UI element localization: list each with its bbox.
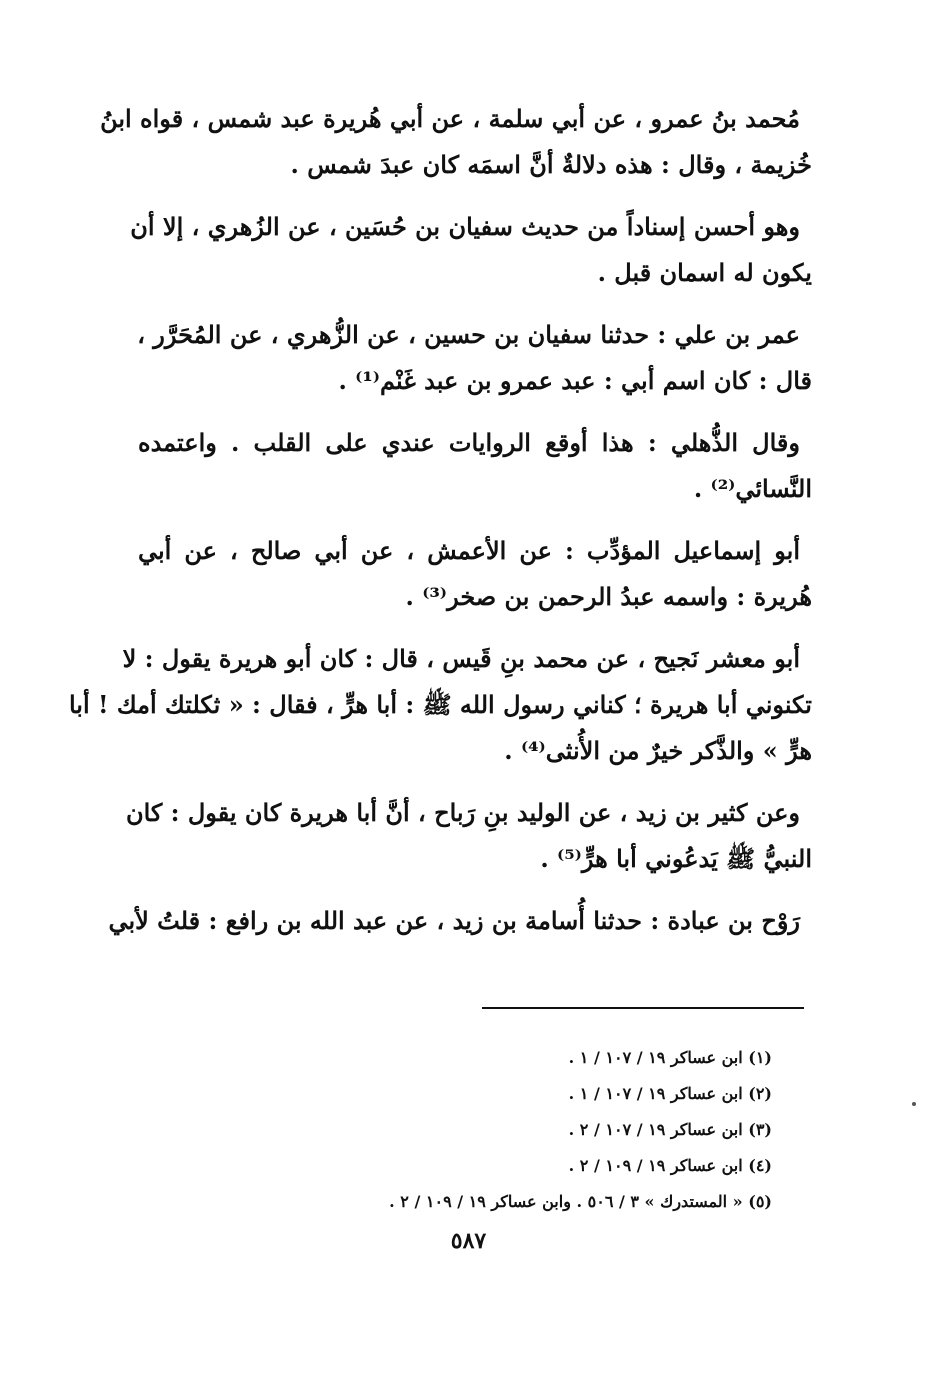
text-line: مُحمد بنُ عمرو ، عن أبي سلمة ، عن أبي هُريرة عبد شمس ، قواه ابنُ [100,104,800,133]
footnote: (٥) « المستدرك » ٣ / ٥٠٦ . وابن عساكر ١٩ / ١٠٩ / ٢ . [389,1192,772,1211]
text-line: قال : كان اسم أبي : عبد عمرو بن عبد غَنْم⁽¹⁾ . [338,366,812,395]
text-line: أبو إسماعيل المؤدِّب : عن الأعمش ، عن أبي صالح ، عن أبي [138,536,800,565]
paragraph [138,312,812,404]
footnote: (٢) ابن عساكر ١٩ / ١٠٧ / ١ . [568,1084,772,1103]
footnote: (١) ابن عساكر ١٩ / ١٠٧ / ١ . [568,1048,772,1067]
text-line: رَوْح بن عبادة : حدثنا أُسامة بن زيد ، عن عبد الله بن رافع : قلتُ لأبي [108,906,800,935]
footnote-separator [482,1007,804,1009]
text-line: وقال الذُّهلي : هذا أوقع الروايات عندي على القلب . واعتمده [138,428,800,457]
text-line: يكون له اسمان قبل . [597,258,812,287]
text-line: هرٍّ » والذَّكر خيرٌ من الأُنثى⁽⁴⁾ . [504,736,812,765]
paragraph [138,420,812,512]
paragraph [100,96,812,188]
paragraph [125,790,812,882]
scan-speck [912,1102,916,1106]
text-line: النَّسائي⁽²⁾ . [693,474,812,503]
footnotes [300,1040,772,1220]
footnote: (٣) ابن عساكر ١٩ / ١٠٧ / ٢ . [568,1120,772,1139]
footnote: (٤) ابن عساكر ١٩ / ١٠٩ / ٢ . [568,1156,772,1175]
paragraph [68,636,812,774]
text-line: أبو معشر نَجيح ، عن محمد بنِ قَيس ، قال : كان أبو هريرة يقول : لا [122,644,800,673]
text-line: تكنوني أبا هريرة ؛ كناني رسول الله ﷺ : أبا هرٍّ ، فقال : « ثكلتك أمك ! أبا [68,690,812,719]
text-line: عمر بن علي : حدثنا سفيان بن حسين ، عن الزُّهري ، عن المُحَرَّر ، [137,320,800,349]
paragraph [130,204,812,296]
text-line: وعن كثير بن زيد ، عن الوليد بنِ رَباح ، أنَّ أبا هريرة كان يقول : كان [125,798,800,827]
page-number: ٥٨٧ [450,1228,487,1254]
text-line: خُزيمة ، وقال : هذه دلالةٌ أنَّ اسمَه كان عبدَ شمس . [290,150,812,179]
text-line: النبيُّ ﷺ يَدعُوني أبا هرٍّ⁽⁵⁾ . [540,844,812,873]
paragraph [108,898,812,944]
text-line: وهو أحسن إسناداً من حديث سفيان بن حُسَين ، عن الزُهري ، إلا أن [130,212,800,241]
text-line: هُريرة : واسمه عبدُ الرحمن بن صخر⁽³⁾ . [405,582,812,611]
paragraph [138,528,812,620]
main-text [68,96,812,960]
